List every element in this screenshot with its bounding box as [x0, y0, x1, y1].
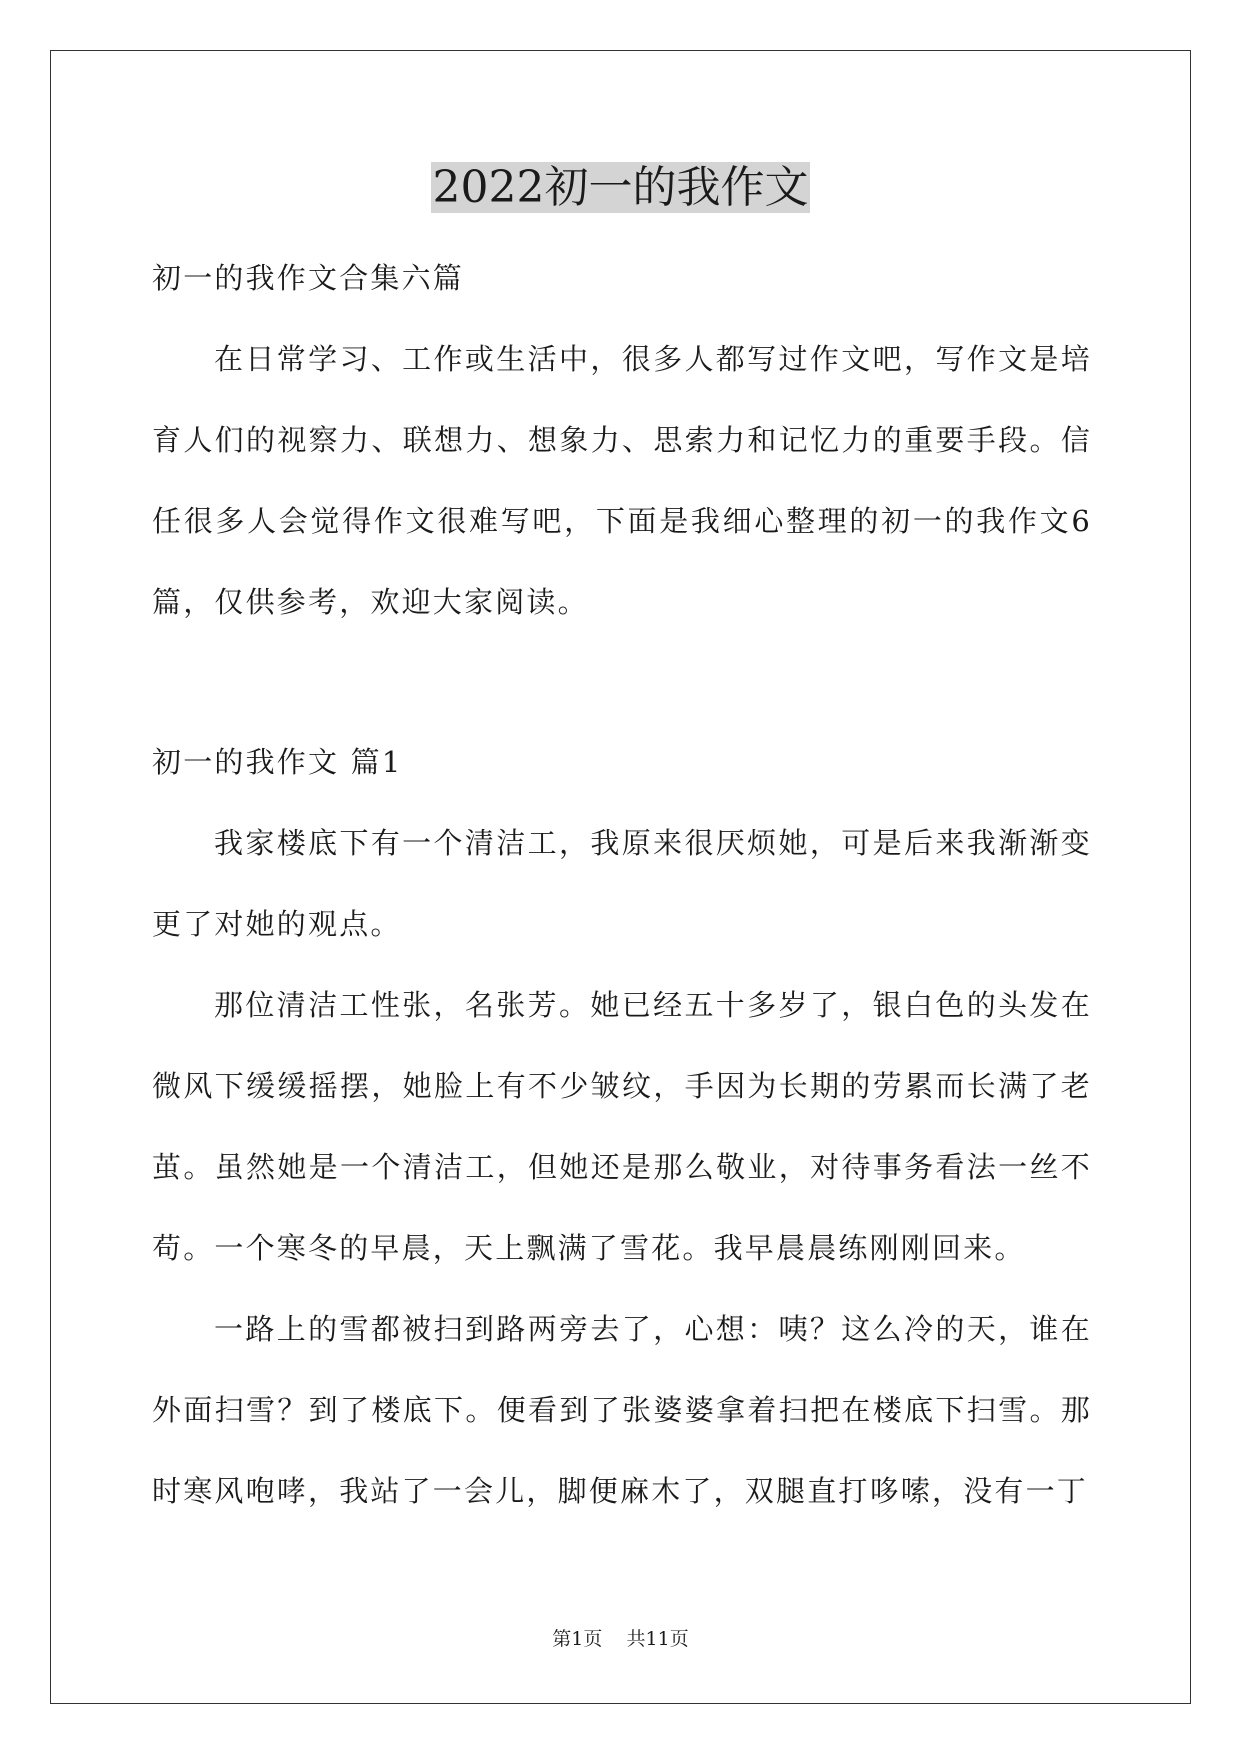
document-title-text: 2022初一的我作文	[432, 162, 809, 213]
section-heading: 初一的我作文 篇1	[152, 745, 403, 779]
document-body	[152, 238, 1092, 1532]
page-number: 第1页 共11页	[552, 1628, 689, 1650]
document-title	[0, 158, 1241, 218]
body-paragraph: 那位清洁工性张，名张芳。她已经五十多岁了，银白色的头发在微风下缓缓摇摆，她脸上有不少皱纹，手因为长期的劳累而长满了老茧。虽然她是一个清洁工，但她还是那么敬业，对待事务看法一丝不苟。一个寒冬的早晨，天上飘满了雪花。我早晨晨练刚刚回来。	[152, 988, 1092, 1265]
page-footer	[0, 1626, 1241, 1652]
document-subtitle: 初一的我作文合集六篇	[152, 261, 465, 295]
section-spacer	[152, 643, 1092, 722]
intro-paragraph: 在日常学习、工作或生活中，很多人都写过作文吧，写作文是培育人们的视察力、联想力、想象力、思索力和记忆力的重要手段。信任很多人会觉得作文很难写吧，下面是我细心整理的初一的我作文6篇，仅供参考，欢迎大家阅读。	[152, 342, 1092, 619]
body-paragraph: 我家楼底下有一个清洁工，我原来很厌烦她，可是后来我渐渐变更了对她的观点。	[152, 826, 1092, 941]
body-paragraph: 一路上的雪都被扫到路两旁去了，心想：咦？这么冷的天，谁在外面扫雪？到了楼底下。便看到了张婆婆拿着扫把在楼底下扫雪。那时寒风咆哮，我站了一会儿，脚便麻木了，双腿直打哆嗦，没有一丁	[152, 1312, 1092, 1508]
